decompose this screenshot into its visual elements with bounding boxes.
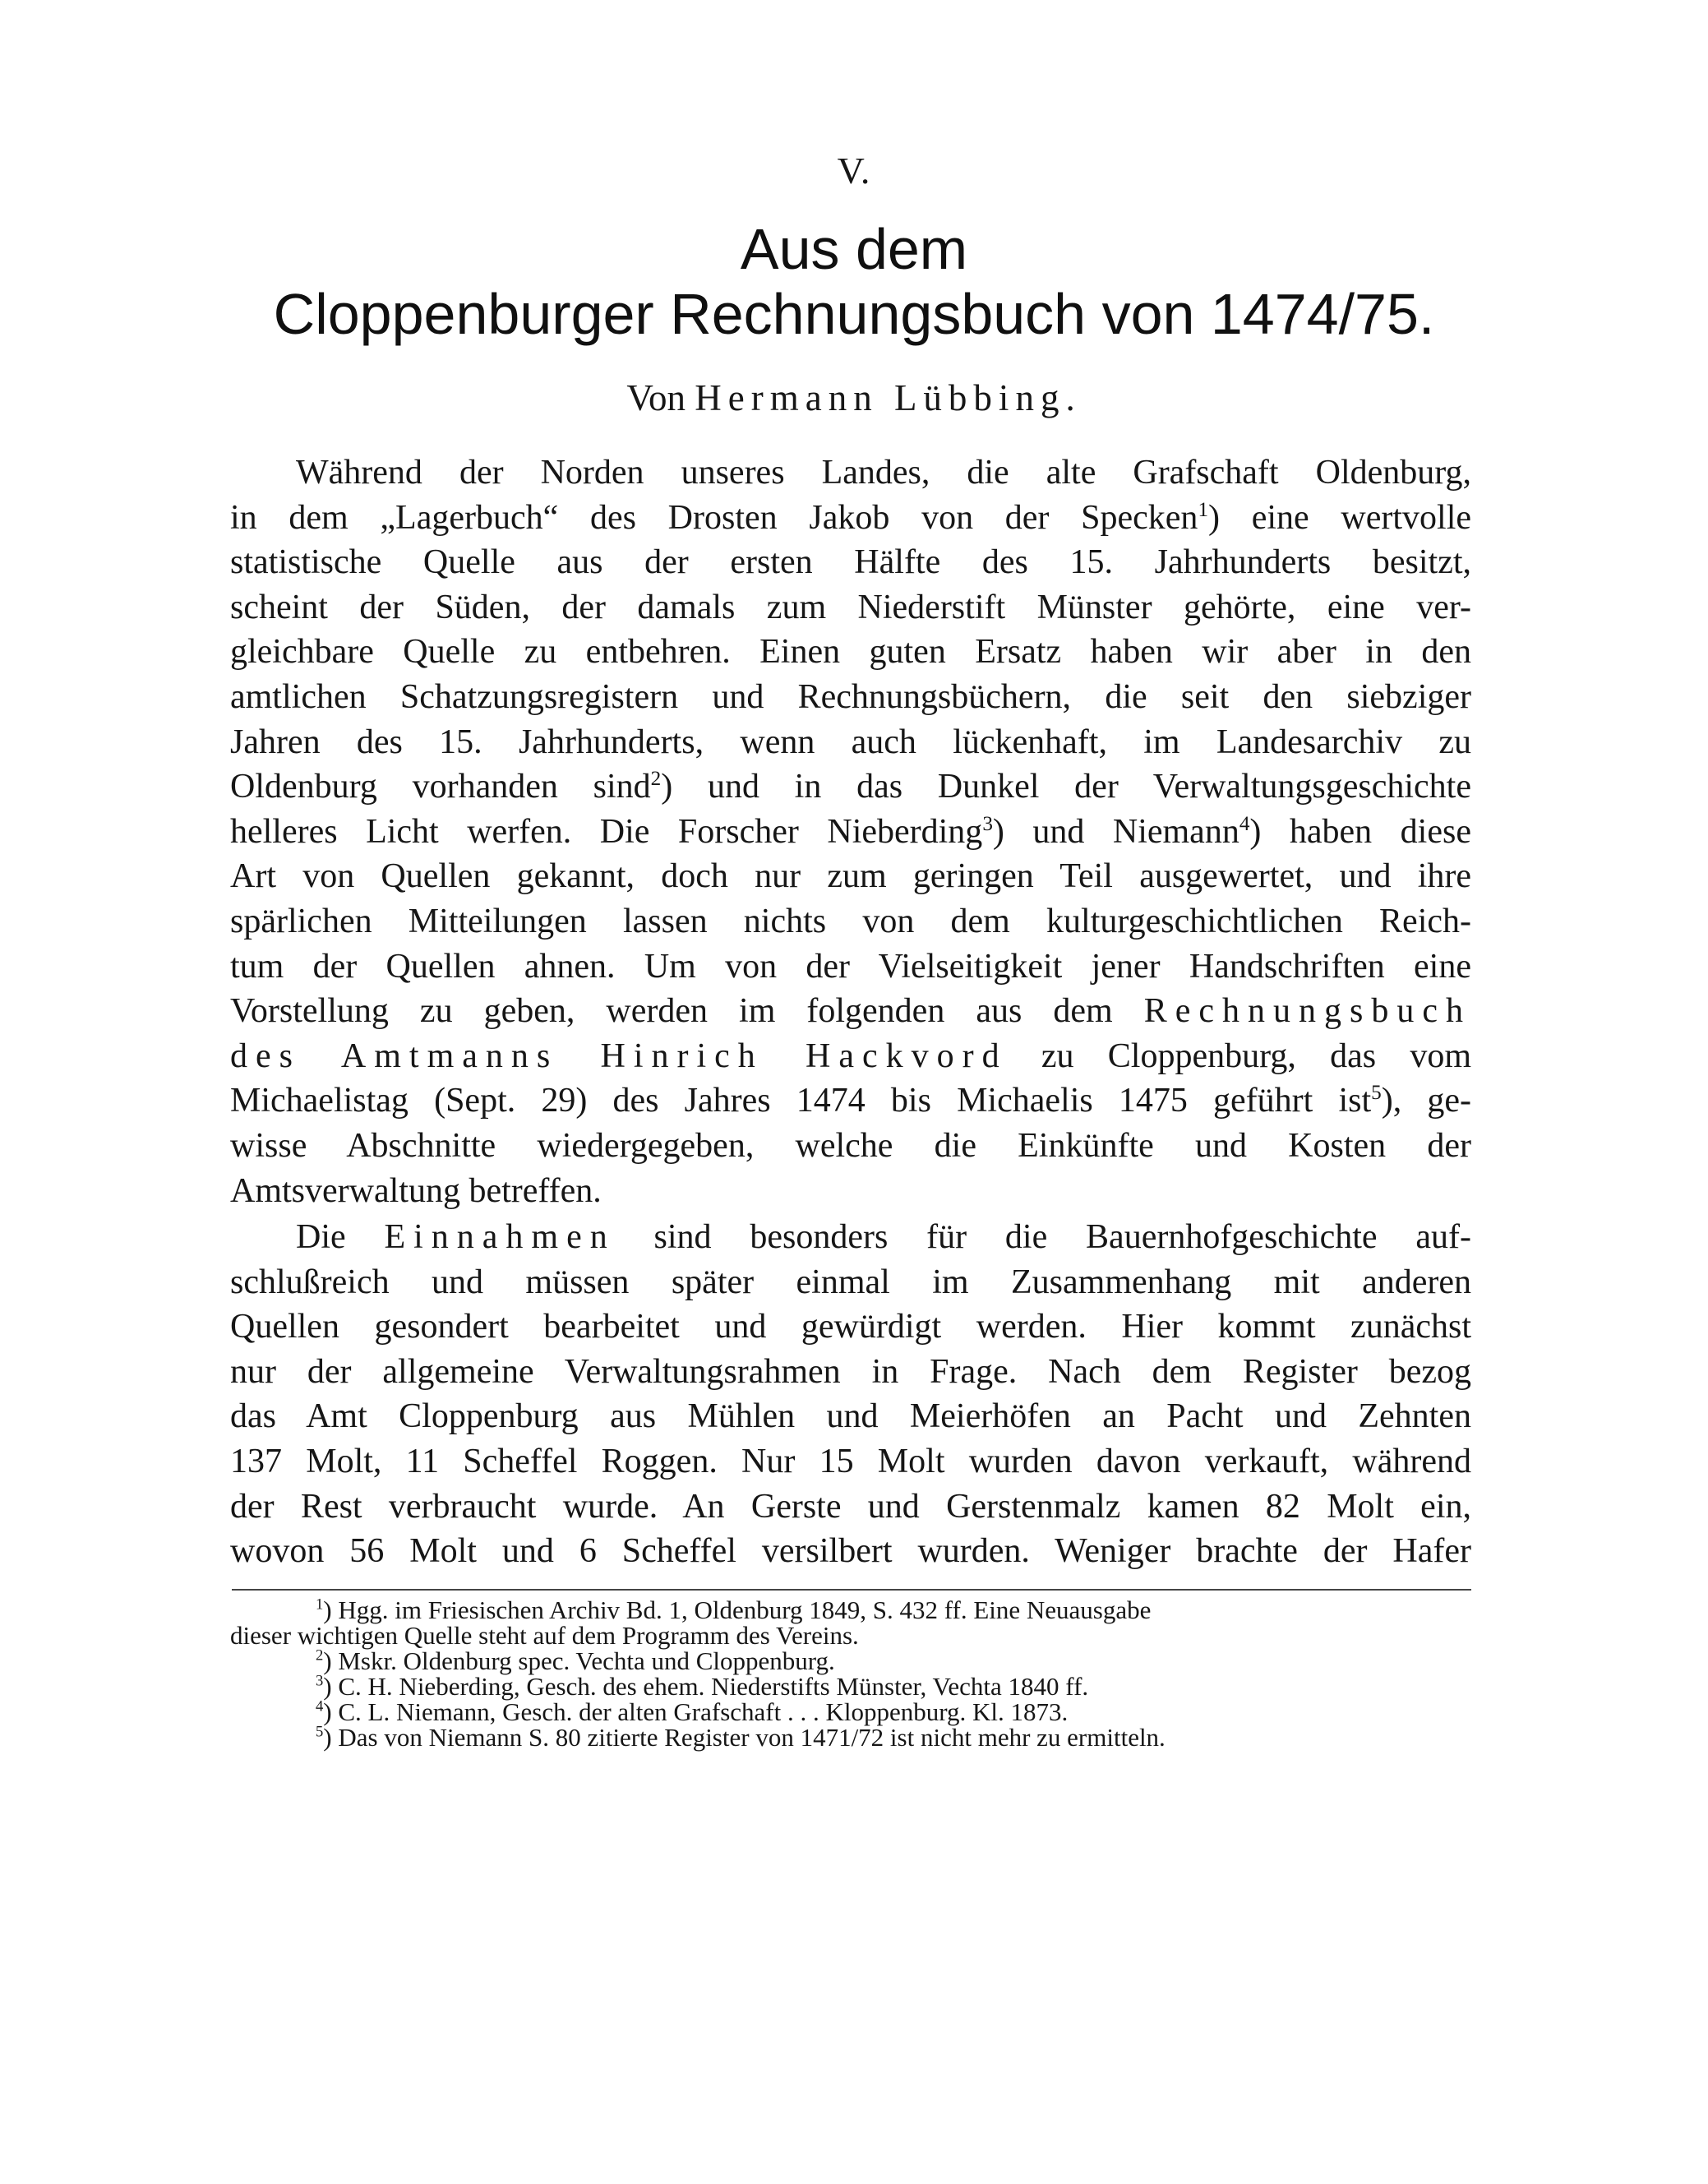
paragraph-line: Während der Norden unseres Landes, die alte Grafschaft Oldenburg, (296, 454, 1471, 492)
footnote-5: $^5$) Das von Niemann S. 80 zitierte Register von 1471/72 ist nicht mehr zu ermitteln. (316, 1723, 1166, 1752)
article-title-line-2: Cloppenburger Rechnungsbuch von 1474/75. (273, 282, 1435, 346)
footnote-divider (232, 1589, 1471, 1591)
paragraph-1 (230, 450, 1471, 1213)
footnote-ref: 5 (1371, 1082, 1382, 1105)
author-prefix: Von (626, 377, 695, 418)
paragraph-line: statistische Quelle aus der ersten Hälfte des 15. Jahrhunderts besitzt, (230, 543, 1471, 582)
footnote-1-continuation: dieser wichtigen Quelle steht auf dem Programm des Vereins. (230, 1621, 859, 1650)
footnote-ref: 2 (650, 768, 662, 791)
footnote-ref: 4 (1239, 812, 1250, 835)
footnotes (230, 1597, 1471, 1750)
paragraph-line: 137 Molt, 11 Scheffel Roggen. Nur 15 Molt wurden davon verkauft, während (230, 1442, 1471, 1480)
paragraph-line: der Rest verbraucht wurde. An Gerste und Gerstenmalz kamen 82 Molt ein, (230, 1487, 1471, 1526)
footnote-2: $^2$) Mskr. Oldenburg spec. Vechta und Cloppenburg. (316, 1646, 835, 1675)
paragraph-line: Oldenburg vorhanden sind$^2$) und in das Dunkel der Verwaltungsgeschichte (230, 768, 1471, 806)
paragraph-line: spärlichen Mitteilungen lassen nichts von dem kulturgeschichtlichen Reich- (230, 902, 1471, 940)
footnote-4: $^4$) C. L. Niemann, Gesch. der alten Grafschaft . . . Kloppenburg. Kl. 1873. (316, 1697, 1069, 1726)
paragraph-line: schlußreich und müssen später einmal im Zusammenhang mit anderen (230, 1263, 1471, 1301)
footnote-3: $^3$) C. H. Nieberding, Gesch. des ehem. Niederstifts Münster, Vechta 1840 ff. (316, 1672, 1089, 1701)
paragraph-line: Quellen gesondert bearbeitet und gewürdigt werden. Hier kommt zunächst (230, 1308, 1471, 1346)
paragraph-line: tum der Quellen ahnen. Um von der Vielseitigkeit jener Handschriften eine (230, 947, 1471, 986)
paragraph-line: amtlichen Schatzungsregistern und Rechnungsbüchern, die seit den siebziger (230, 677, 1471, 716)
paragraph-line: in dem „Lagerbuch“ des Drosten Jakob von der Specken$^1$) eine wertvolle (230, 498, 1472, 537)
paragraph-line: Art von Quellen gekannt, doch nur zum geringen Teil ausgewertet, und ihre (230, 857, 1471, 896)
footnote-ref: 1 (1198, 498, 1209, 521)
spaced-emphasis: Rechnungsbuch (1143, 992, 1472, 1031)
paragraph-line: wisse Abschnitte wiedergegeben, welche die Einkünfte und Kosten der (230, 1126, 1471, 1165)
author-byline (0, 375, 1708, 421)
paragraph-line: das Amt Cloppenburg aus Mühlen und Meierhöfen an Pacht und Zehnten (230, 1397, 1471, 1436)
paragraph-line: Michaelistag (Sept. 29) des Jahres 1474 bis Michaelis 1475 geführt ist$^5$), ge- (230, 1082, 1471, 1120)
section-number: V. (837, 150, 871, 192)
paragraph-line: scheint der Süden, der damals zum Niederstift Münster gehörte, eine ver- (230, 588, 1471, 626)
paragraph-line: Jahren des 15. Jahrhunderts, wenn auch lückenhaft, im Landesarchiv zu (230, 723, 1471, 761)
paragraph-line: wovon 56 Molt und 6 Scheffel versilbert wurden. Weniger brachte der Hafer (230, 1532, 1471, 1571)
paragraph-line: Vorstellung zu geben, werden im folgenden aus dem Rechnungsbuch (230, 992, 1472, 1031)
paragraph-line: nur der allgemeine Verwaltungsrahmen in Frage. Nach dem Register bezog (230, 1352, 1471, 1391)
article-title-line-1: Aus dem (740, 217, 968, 281)
paragraph-2 (230, 1215, 1471, 1574)
paragraph-line: gleichbare Quelle zu entbehren. Einen guten Ersatz haben wir aber in den (230, 633, 1471, 672)
footnote-ref: 3 (982, 812, 993, 835)
paragraph-line: helleres Licht werfen. Die Forscher Nieberding$^3$) und Niemann$^4$) haben diese (230, 812, 1471, 851)
author-name: Hermann Lübbing. (695, 377, 1082, 418)
spaced-emphasis: des Amtmanns Hinrich Hackvord (230, 1037, 1008, 1075)
paragraph-line: des Amtmanns Hinrich Hackvord zu Cloppenburg, das vom (230, 1037, 1471, 1075)
footnote-1: $^1$) Hgg. im Friesischen Archiv Bd. 1, Oldenburg 1849, S. 432 ff. Eine Neuausgabe (316, 1595, 1152, 1624)
spaced-emphasis: Einnahmen (384, 1218, 616, 1256)
paragraph-line: Die Einnahmen sind besonders für die Bauernhofgeschichte auf- (296, 1218, 1471, 1256)
paragraph-line: Amtsverwaltung betreffen. (230, 1171, 602, 1210)
